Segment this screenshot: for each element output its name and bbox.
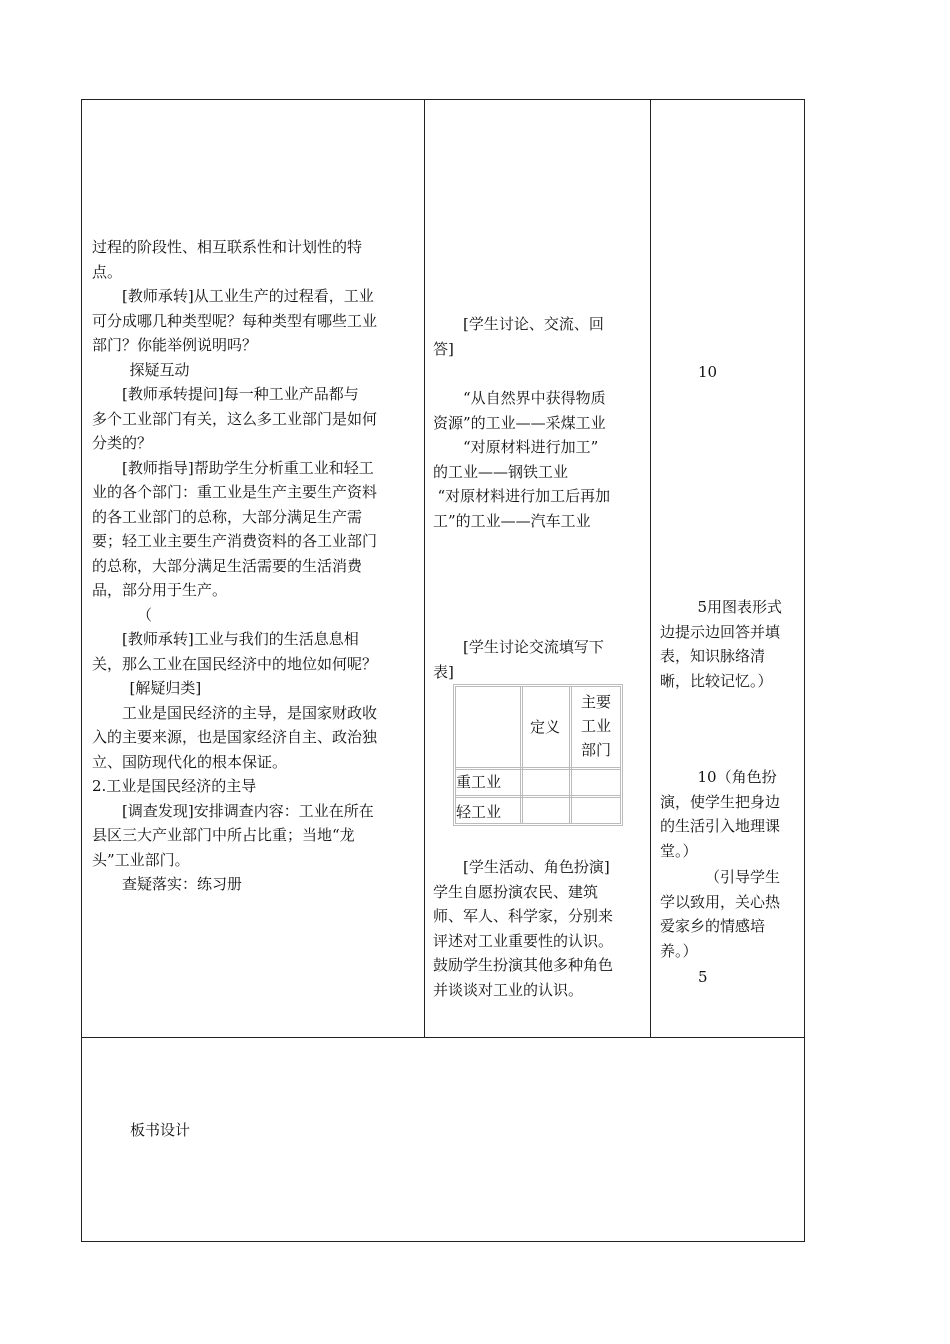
text-line: 5用图表形式 [697, 598, 783, 616]
section-heading: 探疑互动 [129, 360, 190, 379]
text-line: 的各工业部门的总称，大部分满足生产需 [92, 507, 363, 526]
text-line: 鼓励学生扮演其他多种角色 [433, 956, 614, 974]
text-line: 业的各个部门：重工业是生产主要生产资料 [92, 483, 378, 501]
board-design-title: 板书设计 [130, 1121, 191, 1139]
text-line: 演，使学生把身边 [660, 792, 781, 811]
industry-comparison-table [453, 684, 623, 826]
text-line: 堂。） [660, 841, 698, 860]
text-line: 并谈谈对工业的认识。 [433, 980, 584, 999]
section-heading: [解疑归类] [129, 679, 202, 697]
text-line: 查疑落实：练习册 [122, 875, 243, 893]
table-divider [456, 795, 620, 798]
text-line: 分类的？ [92, 434, 153, 452]
text-line: 评述对工业重要性的认识。 [433, 931, 614, 950]
text-line: 部门？你能举例说明吗？ [92, 336, 258, 354]
teacher-activity-column [92, 235, 377, 897]
text-line: 10（角色扮 [697, 768, 777, 786]
design-intent-block [660, 595, 782, 693]
text-line: 工业是国民经济的主导，是国家财政收 [122, 703, 378, 722]
text-line: 要；轻工业主要生产消费资料的各工业部门 [92, 532, 378, 550]
text-line: [教师承转]工业与我们的生活息息相 [122, 630, 359, 648]
text-line: “对原材料进行加工后再加 [437, 487, 611, 505]
text-line: 头”工业部门。 [92, 850, 190, 869]
text-line: 的生活引入地理课 [660, 817, 781, 835]
text-line: （引导学生 [705, 868, 781, 886]
text-line: （ [137, 605, 153, 624]
text-line: [调查发现]安排调查内容：工业在所在 [122, 801, 374, 820]
text-line: [学生讨论、交流、回 [463, 315, 604, 333]
column-divider-1 [424, 99, 425, 1038]
text-line: 表] [433, 662, 454, 681]
column-divider-2 [650, 99, 651, 1038]
text-line: 入的主要来源，也是国家经济自主、政治独 [92, 728, 378, 746]
industry-examples-block [433, 386, 610, 533]
time-note: 10 [698, 363, 718, 381]
text-line: 多个工业部门有关，这么多工业部门是如何 [92, 409, 378, 428]
text-line: [教师承转]从工业生产的过程看，工业 [122, 287, 374, 305]
text-line: 点。 [92, 262, 123, 281]
text-line: 资源”的工业——采煤工业 [433, 413, 606, 432]
table-divider [569, 687, 572, 823]
text-line: 师、军人、科学家，分别来 [433, 907, 614, 925]
text-line: 养。） [660, 941, 698, 960]
role-play-block [433, 855, 613, 1002]
text-line: “从自然界中获得物质 [463, 389, 606, 407]
design-intent-block [660, 865, 780, 963]
text-line: 2.工业是国民经济的主导 [92, 777, 257, 795]
text-line: 的工业——钢铁工业 [433, 462, 569, 481]
text-line: 爱家乡的情感培 [660, 917, 766, 935]
text-line: 工”的工业——汽车工业 [433, 511, 591, 530]
text-line: 晰，比较记忆。） [660, 671, 773, 690]
text-line: 学以致用，关心热 [660, 892, 781, 911]
fill-table-instruction [433, 635, 604, 684]
table-header-main-departments: 主要 工业 部门 [581, 693, 612, 759]
text-line: 表，知识脉络清 [660, 647, 766, 665]
text-line: 学生自愿扮演农民、建筑 [433, 882, 599, 901]
text-line: 品，部分用于生产。 [92, 581, 228, 599]
text-line: 答] [433, 339, 454, 358]
text-line: 的总称，大部分满足生活需要的生活消费 [92, 556, 363, 575]
table-header-definition: 定义 [530, 718, 561, 736]
text-line: 立、国防现代化的根本保证。 [92, 752, 288, 771]
time-note: 5 [698, 968, 708, 986]
text-line: 可分成哪几种类型呢？每种类型有哪些工业 [92, 311, 378, 330]
table-row-label-light: 轻工业 [456, 803, 502, 821]
text-line: 过程的阶段性、相互联系性和计划性的特 [92, 238, 363, 256]
text-line: “对原材料进行加工” [463, 438, 599, 456]
text-line: [教师指导]帮助学生分析重工业和轻工 [122, 458, 374, 477]
text-line: 边提示边回答并填 [660, 622, 781, 641]
design-intent-block [660, 765, 780, 863]
text-line: [学生讨论交流填写下 [463, 638, 604, 656]
text-line: [教师承转提问]每一种工业产品都与 [122, 385, 359, 403]
table-row-label-heavy: 重工业 [456, 773, 502, 791]
text-line: [学生活动、角色扮演] [463, 858, 610, 876]
text-line: 县区三大产业部门中所占比重；当地“龙 [92, 826, 355, 844]
row-divider [81, 1037, 805, 1038]
table-divider [520, 687, 523, 823]
student-discussion-block [433, 312, 604, 361]
text-line: 关，那么工业在国民经济中的地位如何呢？ [92, 654, 378, 673]
